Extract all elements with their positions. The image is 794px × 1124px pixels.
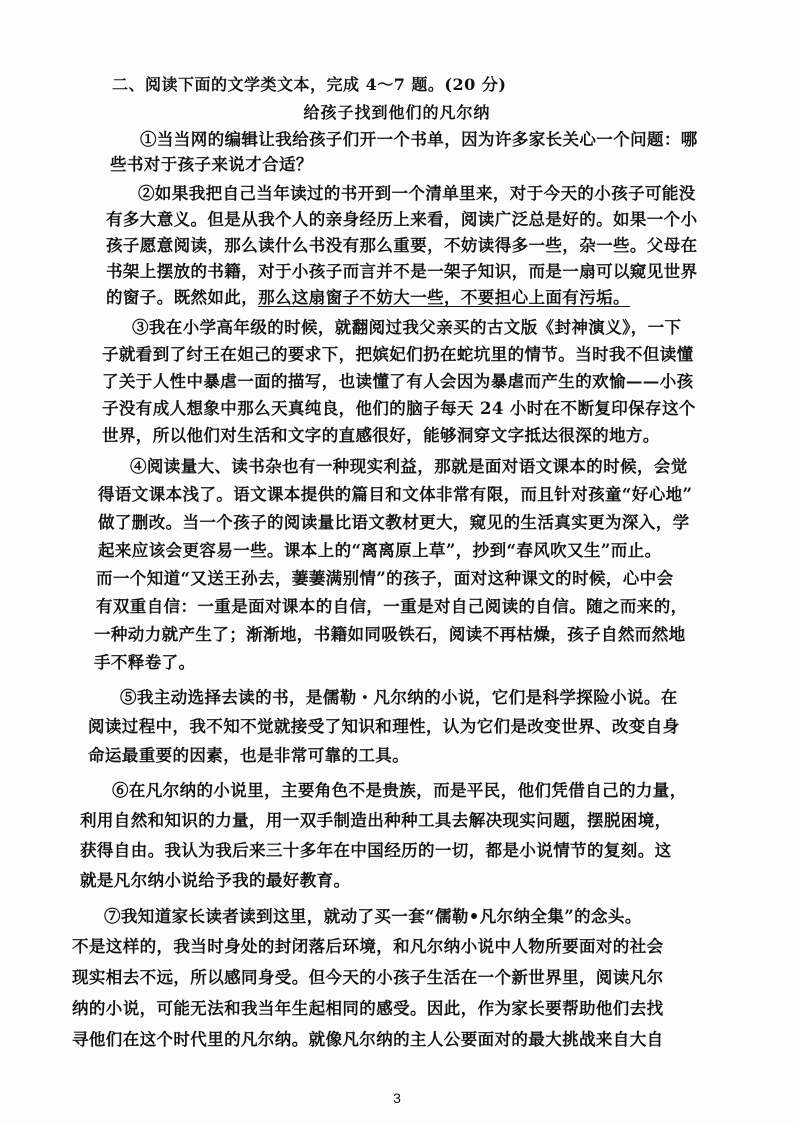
paragraph-2-line-5-plain: 的窗子。既然如此， (106, 288, 259, 307)
page-number: 3 (393, 1090, 401, 1106)
paragraph-3-line-3: 了关于人性中暴虐一面的描写，也读懂了有人会因为暴虐而产生的欢愉——小孩 (102, 372, 694, 391)
paragraph-7-line-1: ⑦我知道家长读者读到这里，就动了买一套“儒勒•凡尔纳全集”的念头。 (104, 907, 642, 926)
paragraph-4-line-7: 一种动力就产生了；渐渐地，书籍如同吸铁石，阅读不再枯燥，孩子自然而然地 (94, 625, 686, 644)
paragraph-3-line-4: 子没有成人想象中那么天真纯良，他们的脑子每天 24 小时在不断复印保存这个 (102, 399, 696, 418)
paragraph-1-line-1: ①当当网的编辑让我给孩子们开一个书单，因为许多家长关心一个问题：哪 (140, 130, 698, 149)
paragraph-1-line-2: 些书对于孩子来说才合适？ (110, 155, 313, 174)
paragraph-6-line-2: 利用自然和知识的力量，用一双手制造出种种工具去解决现实问题，摆脱困境， (80, 811, 672, 830)
paragraph-2-line-5 (106, 288, 630, 308)
paragraph-2-line-3: 孩子愿意阅读，那么读什么书没有那么重要，不妨读得多一些，杂一些。父母在 (106, 236, 698, 255)
paragraph-6-line-3: 获得自由。我认为我后来三十多年在中国经历的一切，都是小说情节的复刻。这 (80, 841, 672, 860)
paragraph-3-line-2: 子就看到了纣王在妲己的要求下，把嫔妃们扔在蛇坑里的情节。当时我不但读懂 (102, 345, 694, 364)
paragraph-2-line-4: 书架上摆放的书籍，对于小孩子而言并不是一架子知识，而是一扇可以窥见世界 (106, 262, 698, 281)
paragraph-4-line-4: 起来应该会更容易一些。课本上的“离离原上草”，抄到“春风吹又生”而止。 (98, 541, 662, 560)
section-heading: 二、阅读下面的文学类文本，完成 4～7 题。(20 分) (112, 75, 507, 94)
paragraph-4-line-8: 手不释卷了。 (94, 653, 196, 672)
paragraph-5-line-2: 阅读过程中，我不知不觉就接受了知识和理性，认为它们是改变世界、改变自身 (88, 717, 680, 736)
article-title: 给孩子找到他们的凡尔纳 (303, 103, 491, 122)
underlined-sentence: 那么这扇窗子不妨大一些，不要担心上面有污垢。 (258, 288, 630, 307)
paragraph-5-line-1: ⑤我主动选择去读的书，是儒勒・凡尔纳的小说，它们是科学探险小说。在 (120, 688, 678, 707)
paragraph-6-line-1: ⑥在凡尔纳的小说里，主要角色不是贵族，而是平民，他们凭借自己的力量， (112, 781, 687, 800)
paragraph-4-line-5: 而一个知道“又送王孙去，萋萋满别情”的孩子，面对这种课文的时候，心中会 (96, 569, 674, 588)
paragraph-4-line-6: 有双重自信：一重是面对课本的自信，一重是对自己阅读的自信。随之而来的， (96, 597, 688, 616)
paragraph-7-line-5: 寻他们在这个时代里的凡尔纳。就像凡尔纳的主人公要面对的最大挑战来自大自 (72, 1030, 664, 1049)
paragraph-2-line-1: ②如果我把自己当年读过的书开到一个清单里来，对于今天的小孩子可能没 (138, 184, 696, 203)
paragraph-3-line-5: 世界，所以他们对生活和文字的直感很好，能够洞穿文字抵达很深的地方。 (102, 426, 660, 445)
paragraph-5-line-3: 命运最重要的因素，也是非常可靠的工具。 (88, 746, 410, 765)
paragraph-7-line-3: 现实相去不远，所以感同身受。但今天的小孩子生活在一个新世界里，阅读凡尔 (72, 968, 664, 987)
paragraph-2-line-2: 有多大意义。但是从我个人的亲身经历上来看，阅读广泛总是好的。如果一个小 (106, 210, 698, 229)
paragraph-4-line-1: ④阅读量大、读书杂也有一种现实利益，那就是面对语文课本的时候，会觉 (130, 457, 688, 476)
paragraph-7-line-4: 纳的小说，可能无法和我当年生起相同的感受。因此，作为家长要帮助他们去找 (72, 999, 664, 1018)
paragraph-7-line-2: 不是这样的，我当时身处的封闭落后环境，和凡尔纳小说中人物所要面对的社会 (72, 937, 664, 956)
paragraph-6-line-4: 就是凡尔纳小说给予我的最好教育。 (80, 871, 351, 890)
paragraph-4-line-3: 做了删改。当一个孩子的阅读量比语文教材更大，窥见的生活真实更为深入，学 (98, 513, 690, 532)
paragraph-4-line-2: 得语文课本浅了。语文课本提供的篇目和文体非常有限，而且针对孩童“好心地” (98, 485, 693, 504)
paragraph-3-line-1: ③我在小学高年级的时候，就翻阅过我父亲买的古文版《封神演义》，一下 (132, 318, 682, 337)
